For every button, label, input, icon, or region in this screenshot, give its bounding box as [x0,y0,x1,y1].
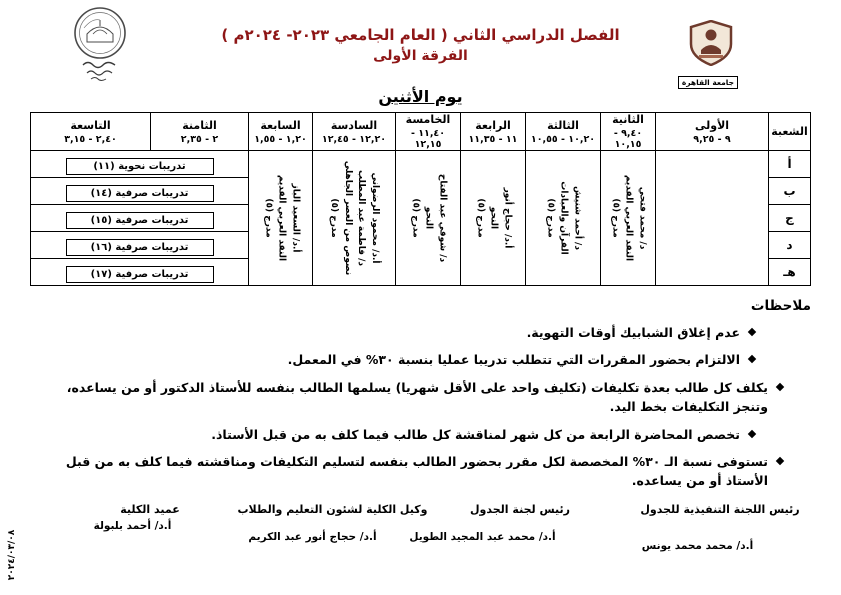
signature-name: أ.د/ محمد عبد المجيد الطويل [409,531,556,543]
period-name: الخامسة [405,113,451,126]
signature-title: رئيس لجنة الجدول [470,503,570,516]
bullet-icon [748,429,756,437]
column-header-period-6 [313,113,396,151]
bullet-icon [776,457,784,465]
notes-section [30,298,811,499]
training-cell [31,151,249,178]
lecturer-name: د/ محمد فتحي [637,186,648,250]
lecture-cell-period-3 [526,151,601,286]
period-time: ١١,٤٠ - ١٢,١٥ [410,128,446,150]
lecture-rotated-text [260,153,301,284]
hall-name: مدرج (٥) [410,198,421,238]
lecturer-name: أ.د/ حجاج أنور [502,187,513,249]
period-time: ١٢,٢٠ - ١٢,٤٥ [321,133,387,145]
period-time: ٩ - ٩,٢٥ [693,133,731,145]
course-name: النحو [488,206,499,230]
university-name-label: جامعة القاهرة [678,76,738,89]
note-item [30,452,811,491]
training-cell [31,205,249,232]
section-label: ب [769,178,811,205]
period-time: ٢,٤٠ - ٣,١٥ [64,133,117,145]
section-label: أ [769,151,811,178]
lecturer-name: د/ أحمد شنيش [572,186,583,250]
lecture-cell-period-6 [313,151,396,286]
hall-name: مدرج (٥) [475,198,486,238]
signature-title: وكيل الكلية لشئون التعليم والطلاب [237,503,428,516]
note-item [30,425,811,444]
period-name: الثانية [612,113,644,126]
day-title: يوم الأثنين [378,87,463,106]
course-name: القرآن والعبادات [558,181,569,255]
signature-title: عميد الكلية [120,503,180,516]
section-label: د [769,232,811,259]
lecture-rotated-text [543,153,584,284]
period-name: التاسعة [70,118,111,132]
period-name: الثامنة [182,118,217,132]
header-titles [0,26,841,64]
lecture-rotated-text [608,153,649,284]
course-name: نصوص من العصر الجاهلي [343,160,353,276]
hall-name: مدرج (٥) [329,198,340,238]
training-label: تدريبات صرفية (١٧) [66,266,214,283]
header-row [31,113,811,151]
lecture-rotated-text [327,153,381,284]
section-header-label: الشعبة [771,125,808,138]
lecture-cell-period-7 [249,151,313,286]
page-title: الفصل الدراسي الثاني ( العام الجامعي ٢٠٢٣- ٢٠٢٤م ) [221,26,620,44]
period-name: السادسة [330,118,378,132]
column-header-period-4 [461,113,526,151]
empty-period-cell [656,151,769,286]
lecturer-name: د/ شوقي عبد الفتاح [437,173,448,263]
column-header-section [769,113,811,151]
training-label: تدريبات صرفية (١٦) [66,239,214,256]
signature-name: أ.د/ محمد محمد يونس [641,540,754,552]
lecture-rotated-text [408,153,449,284]
signature-name: أ.د/ أحمد بلبولة [93,520,172,532]
course-name: النحو [423,206,434,230]
column-header-period-2 [601,113,656,151]
bullet-icon [748,355,756,363]
column-header-period-7 [249,113,313,151]
period-time: ١٠,٢٠ - ١٠,٥٥ [530,133,596,145]
period-name: السابعة [260,118,301,132]
note-text: تخصص المحاضرة الرابعة من كل شهر لمناقشة كل طالب فيما كلف به من قبل الأستاذ. [211,426,740,442]
period-name: الثالثة [547,118,579,132]
lecture-cell-period-2 [601,151,656,286]
signatures-row [0,503,841,573]
period-name: الرابعة [475,118,511,132]
column-header-period-5 [396,113,461,151]
course-name: النقد العربي القديم [276,174,287,262]
period-time: ٩,٤٠ - ١٠,١٥ [613,128,643,150]
note-item [30,323,811,342]
training-label: تدريبات نحوية (١١) [66,158,214,175]
note-text: تستوفى نسبة الـ ٣٠% المخصصة لكل مقرر بحضور الطالب بنفسه لتسليم التكليفات ومناقشته فيما كلف به من قبل الأستاذ أو من يساعده. [65,453,768,489]
schedule-table [30,112,811,286]
column-header-period-9 [31,113,151,151]
lecturer-name-2: د/ فاطمة عبد المطلب [356,169,367,267]
hall-name: مدرج (٥) [610,198,621,238]
period-time: ١,٢٠ - ١,٥٥ [254,133,307,145]
bullet-icon [776,383,784,391]
note-item [30,350,811,369]
course-name: النقد العربي القديم [623,174,634,262]
lecturer-name: أ.د/ السعيد الباز [289,183,300,253]
lecturer-name: أ.د/ محمود الرضواني [370,172,380,264]
section-label: ج [769,205,811,232]
signature-name: أ.د/ حجاج أنور عبد الكريم [248,531,377,543]
notes-heading: ملاحظات [750,298,811,314]
note-item [30,378,811,417]
training-label: تدريبات صرفية (١٥) [66,212,214,229]
lecture-cell-period-5 [396,151,461,286]
bullet-icon [748,328,756,336]
signature-title: رئيس اللجنة التنفيذية للجدول [640,503,800,516]
period-time: ١١ - ١١,٣٥ [468,133,518,145]
table-row [31,151,811,178]
training-label: تدريبات صرفية (١٤) [66,185,214,202]
section-label: هـ [769,259,811,286]
note-text: يكلف كل طالب بعدة تكليفات (تكليف واحد على الأقل شهريا) يسلمها الطالب بنفسه للأستاذ الدكتور أو من يساعده، وتنجز التكليفات بخط اليد. [66,379,768,415]
period-time: ٢ - ٢,٣٥ [180,133,219,145]
lecture-rotated-text [473,153,514,284]
schedule-date: ٢٠٢٤/٠٣/٠٨ [7,529,17,581]
hall-name: مدرج (٥) [262,198,273,238]
note-text: عدم إغلاق الشبابيك أوقات التهوية. [526,325,740,340]
hall-name: مدرج (٥) [545,198,556,238]
training-cell [31,259,249,286]
column-header-period-3 [526,113,601,151]
grade-title: الفرقة الأولى [373,48,468,64]
column-header-period-8 [151,113,249,151]
note-text: الالتزام بحضور المقررات التي تتطلب تدريبا عمليا بنسبة ٣٠% في المعمل. [287,352,740,368]
training-cell [31,232,249,259]
period-name: الأولى [694,118,730,132]
column-header-period-1 [656,113,769,151]
lecture-cell-period-4 [461,151,526,286]
training-cell [31,178,249,205]
